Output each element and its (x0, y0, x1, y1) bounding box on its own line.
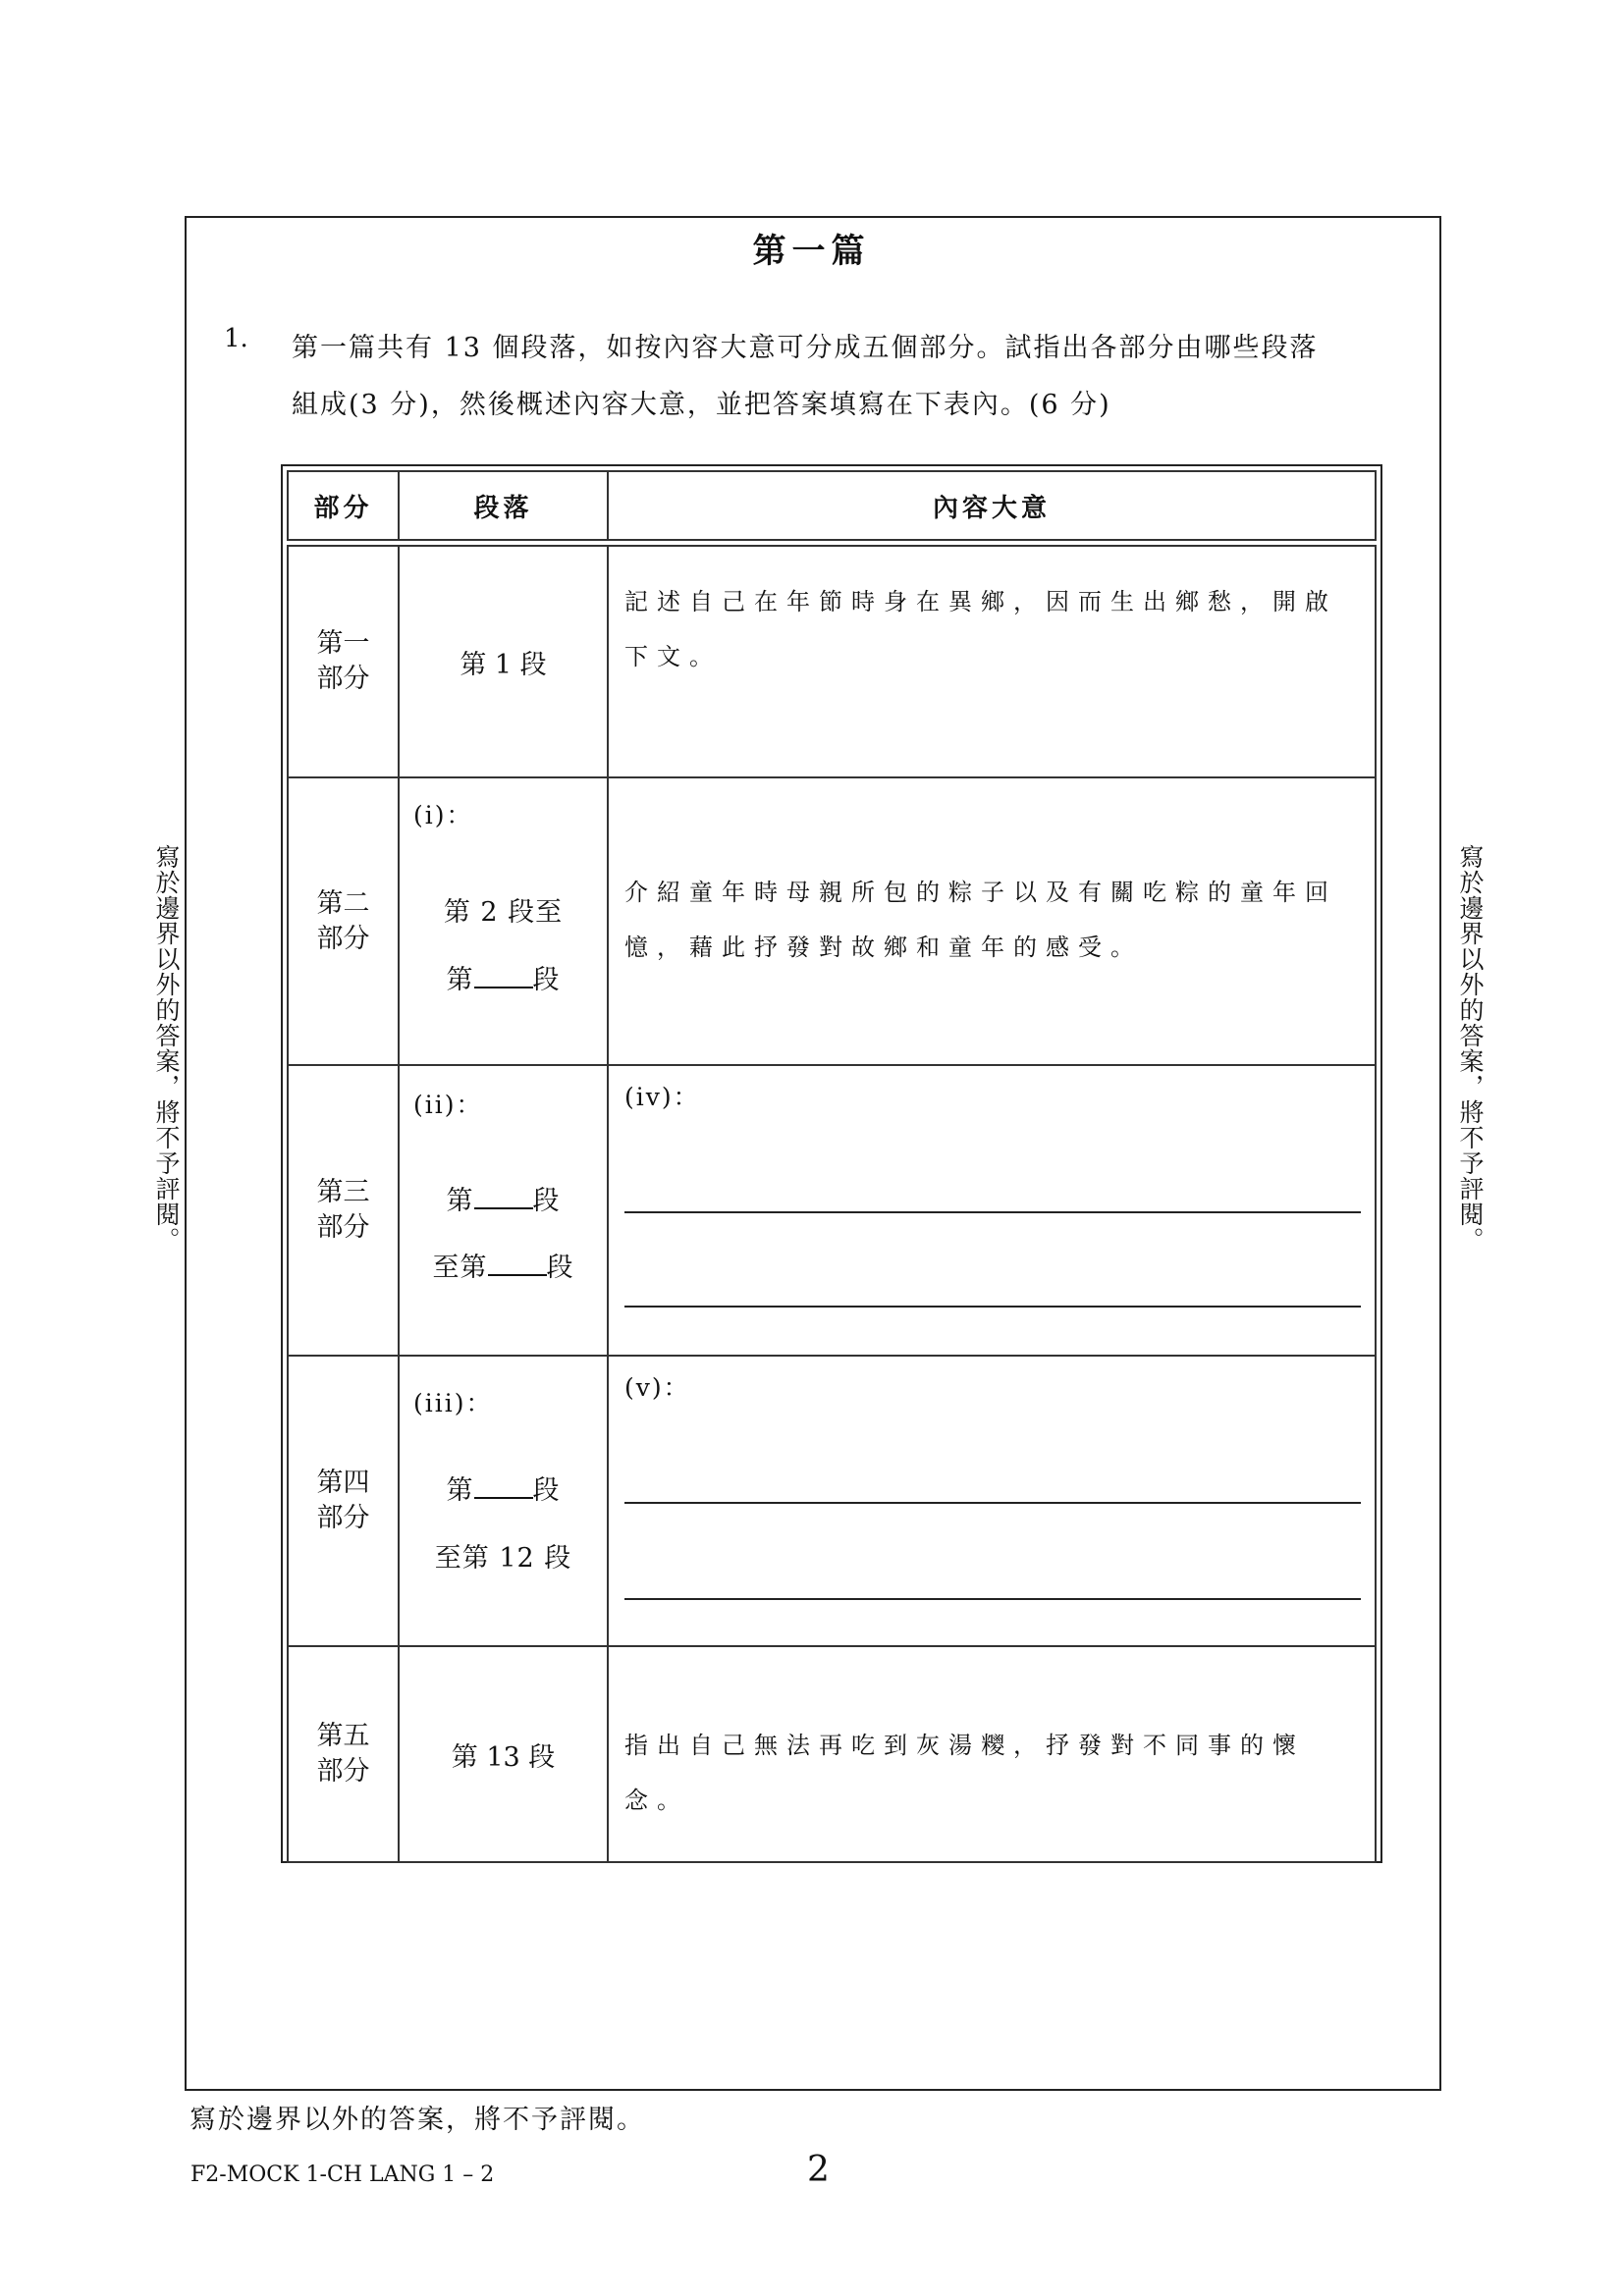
table-header-row (288, 471, 1376, 540)
paragraph-cell: (i)： 第 2 段至 第 段 (399, 777, 608, 1065)
header-paragraph: 段落 (399, 471, 608, 540)
answer-table (281, 464, 1382, 1863)
side-note-left: 寫於邊界以外的答案，將不予評閱。 (152, 844, 181, 1253)
part-cell: 第一 部分 (288, 546, 399, 777)
answer-blank-iii[interactable] (474, 1471, 533, 1499)
content-cell: 介紹童年時母親所包的粽子以及有關吃粽的童年回憶，藉此抒發對故鄉和童年的感受。 (608, 777, 1376, 1065)
part-cell: 第五 部分 (288, 1646, 399, 1862)
paragraph-cell: (iii)： 第 段 至第 12 段 (399, 1356, 608, 1646)
part-cell: 第三 部分 (288, 1065, 399, 1356)
answer-line-iv-2[interactable] (624, 1306, 1361, 1308)
side-note-right: 寫於邊界以外的答案，將不予評閱。 (1456, 844, 1485, 1253)
table-row (288, 546, 1376, 777)
content-cell: (v)： (608, 1356, 1376, 1646)
part-cell: 第二 部分 (288, 777, 399, 1065)
answer-line-v-1[interactable] (624, 1502, 1361, 1504)
section-title: 第一篇 (752, 232, 871, 271)
header-part: 部分 (288, 471, 399, 540)
answer-line-v-2[interactable] (624, 1598, 1361, 1600)
content-cell: 記述自己在年節時身在異鄉，因而生出鄉愁，開啟下文。 (608, 546, 1376, 777)
question-number: 1. (224, 324, 248, 353)
answer-blank-ii-start[interactable] (474, 1182, 533, 1209)
page-number: 2 (807, 2150, 830, 2190)
table-row (288, 777, 1376, 1065)
paragraph-cell: (ii)： 第 段 至第 段 (399, 1065, 608, 1356)
question-line-1: 第一篇共有 13 個段落，如按內容大意可分成五個部分。試指出各部分由哪些段落 (292, 333, 1319, 363)
paragraph-cell: 第 13 段 (399, 1646, 608, 1862)
table-row (288, 1065, 1376, 1356)
content-cell: 指出自己無法再吃到灰湯糭，抒發對不同事的懷念。 (608, 1646, 1376, 1862)
paragraph-cell: 第 1 段 (399, 546, 608, 777)
question-line-2: 組成(3 分)，然後概述內容大意，並把答案填寫在下表內。(6 分) (292, 390, 1111, 420)
answer-blank-i[interactable] (474, 961, 533, 988)
header-content: 內容大意 (608, 471, 1376, 540)
table-row (288, 1356, 1376, 1646)
answer-line-iv-1[interactable] (624, 1211, 1361, 1213)
content-cell: (iv)： (608, 1065, 1376, 1356)
question-text (292, 320, 1411, 434)
footer-note: 寫於邊界以外的答案，將不予評閱。 (189, 2105, 645, 2135)
paper-code: F2-MOCK 1-CH LANG 1 – 2 (190, 2163, 495, 2187)
part-cell: 第四 部分 (288, 1356, 399, 1646)
table-row (288, 1646, 1376, 1862)
answer-blank-ii-end[interactable] (488, 1249, 547, 1276)
